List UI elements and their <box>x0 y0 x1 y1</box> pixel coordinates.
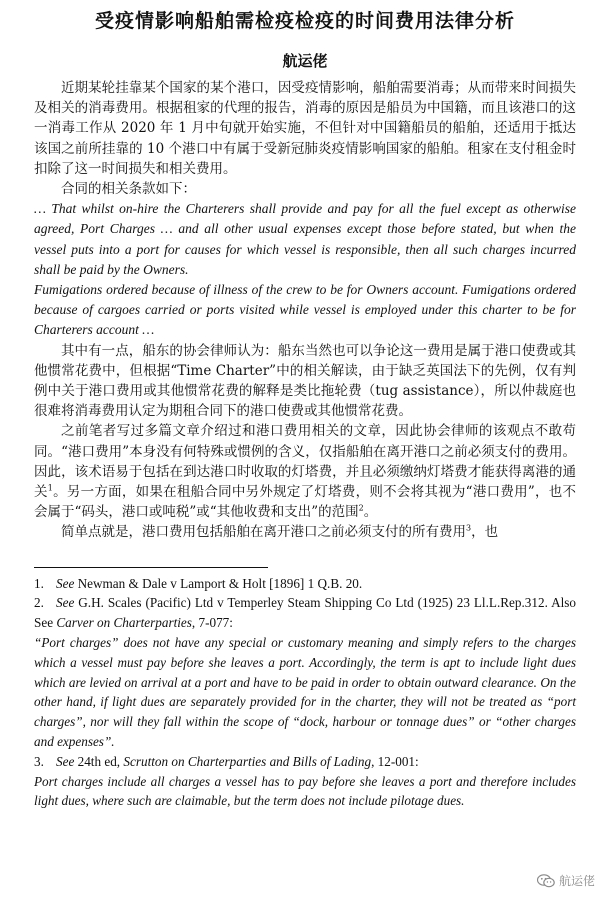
paragraph-5-text: 简单点就是，港口费用包括船舶在离开港口之前必须支付的所有费用 <box>61 524 466 541</box>
watermark <box>537 872 595 889</box>
paragraph-4-text-b: 。另一方面，如果在租船合同中另外规定了灯塔费，则不会将其视为“港口费用”，也不会属于“码头，港口或吨税”或“其他收费和支出”的范围 <box>34 484 577 521</box>
footnote-ref-2: 2 <box>358 503 364 513</box>
footnote-see: See <box>56 753 75 769</box>
paragraph-5-text-b: ，也 <box>471 524 499 541</box>
footnote-2 <box>34 593 576 633</box>
author-name: 航运佬 <box>282 52 328 70</box>
footnote-number: 3. <box>34 753 44 769</box>
footnote-text: G.H. Scales (Pacific) Ltd v Temperley Steam Shipping Co Ltd (1925) 23 Ll.L.Rep.312. Also See <box>34 595 576 631</box>
footnote-tail: , 7-077: <box>191 615 233 631</box>
paragraph-4-text-c: 。 <box>363 504 378 521</box>
document-page <box>34 6 576 811</box>
footnote-see: See <box>56 595 75 611</box>
footnote-tail: , 12-001: <box>371 753 419 769</box>
wechat-icon <box>537 874 555 888</box>
paragraph-3: 其中有一点，船东的协会律师认为：船东当然也可以争论这一费用是属于港口使费或其他惯常花费中，但根据“Time Charter”中的相关解读，由于缺乏英国法下的先例，仅有判例中关于港口费用或其他惯常花费的解释是类比拖轮费（tug assistance），所以仲裁庭也很难将消毒费用认定为期租合同下的港口使费或其他惯常花费。 <box>34 342 576 420</box>
paragraph-2: 合同的相关条款如下： <box>61 181 196 198</box>
footnote-see: See <box>56 575 75 591</box>
footnote-2-quote: “Port charges” does not have any special or customary meaning and simply refers to the charges which a vessel must pay before she leaves a port. Accordingly, the term is apt to include light dues which are levied on arrival at a port and have to be paid in order to obtain outward clearance. On the other hand, if light dues are separately provided for in the charter, they will not be treated as “port charges”, nor will they fall within the scope of “dock, harbour or tonnage dues” or “other charges and expenses”. <box>34 635 576 750</box>
footnote-ref-3: 3 <box>466 523 472 533</box>
footnote-ref-1: 1 <box>47 483 53 493</box>
footnote-divider <box>34 567 268 568</box>
footnote-3-quote: Port charges include all charges a vessel has to pay before she leaves a port and therefore includes light dues, where such are claimable, but the term does not include pilotage dues. <box>34 773 576 809</box>
paragraph-4-text: 之前笔者写过多篇文章介绍过和港口费用相关的文章，因此协会律师的该观点不敢苟同。“港口费用”本身没有何特殊或惯例的含义，仅指船舶在离开港口之前必须支付的费用。因此，该术语易于包括在到达港口时收取的灯塔费，并且必须缴纳灯塔费才能获得离港的通关 <box>34 423 576 501</box>
paragraph-1: 近期某轮挂靠某个国家的某个港口，因受疫情影响，船舶需要消毒；从而带来时间损失及相关的消毒费用。根据租家的代理的报告，消毒的原因是船员为中国籍，而且该港口的这一消毒工作从 2020 年 1 月中旬就开始实施，不但针对中国籍船员的船舶，还适用于抵达该国之前所挂靠的 10 个港口中有属于受新冠肺炎疫情影响国家的船舶。租家在支付租金时扣除了这一时间损失和相关费用。 <box>34 80 576 177</box>
paragraph-4 <box>34 421 576 522</box>
footnote-number: 1. <box>34 575 44 591</box>
footnote-1 <box>34 574 576 594</box>
page-title: 受疫情影响船舶需检疫检疫的时间费用法律分析 <box>94 10 515 32</box>
footnote-book: Carver on Charterparties <box>56 615 192 631</box>
footnote-text: 24th ed, <box>74 753 124 769</box>
paragraph-5 <box>34 522 576 542</box>
footnote-number: 2. <box>34 595 44 611</box>
clause-quote-1: … That whilst on-hire the Charterers shall provide and pay for all the fuel except as otherwise agreed, Port Charges … and all other usual expenses except those before stated, but when the vessel puts into a port for causes for which vessel is responsible, then all such charges incurred shall be paid by the Owners. <box>34 201 576 277</box>
footnote-book: Scrutton on Charterparties and Bills of Lading <box>123 753 372 769</box>
watermark-label: 航运佬 <box>558 874 595 888</box>
clause-quote-2: Fumigations ordered because of illness of the crew to be for Owners account. Fumigations ordered because of cargoes carried or ports visited while vessel is employed under this charter to be for Charterers account … <box>34 282 576 338</box>
footnote-text: Newman & Dale v Lamport & Holt [1896] 1 Q.B. 20. <box>74 575 363 591</box>
footnote-3 <box>34 752 576 772</box>
